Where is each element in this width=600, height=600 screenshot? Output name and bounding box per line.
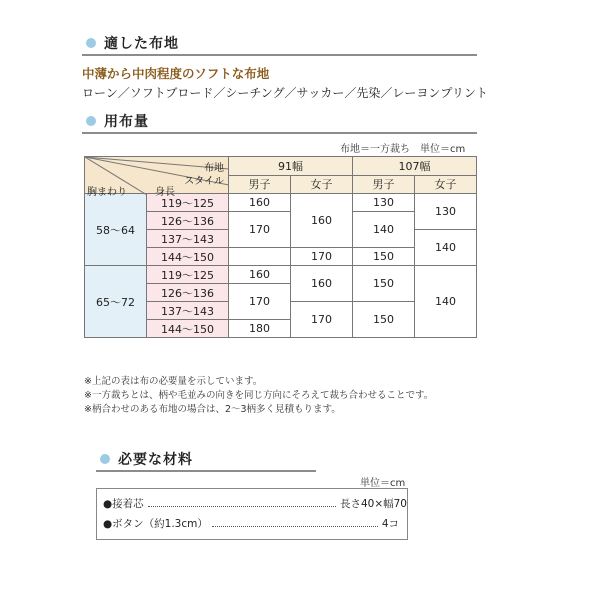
- cell-value: 150: [353, 266, 415, 302]
- section-header: [82, 110, 477, 134]
- fabric-amount-table: [84, 156, 477, 338]
- cell-value: 140: [415, 266, 477, 338]
- cell-value: 170: [291, 302, 353, 338]
- cell-value: 170: [229, 284, 291, 320]
- note-line: ※一方裁ちとは、柄や毛並みの向きを同じ方向にそろえて裁ち合わせることです。: [84, 390, 434, 401]
- cell-value: 130: [415, 194, 477, 230]
- cell-value: 160: [291, 194, 353, 248]
- table-unit-note: 布地＝一方裁ち 単位＝cm: [340, 144, 466, 155]
- fabric-heading: 中薄から中肉程度のソフトな布地: [82, 66, 270, 81]
- header-female-91: 女子: [291, 175, 353, 194]
- height-7: 137～143: [147, 302, 229, 320]
- note-line: ※柄合わせのある布地の場合は、2～3柄多く見積もります。: [84, 404, 341, 415]
- corner-label-height: 身長: [155, 187, 175, 198]
- cell-value: 160: [229, 194, 291, 212]
- cell-value: 180: [229, 320, 291, 338]
- chest-group-2: 65～72: [85, 266, 147, 338]
- cell-value: 140: [353, 212, 415, 248]
- header-width-91: 91幅: [229, 157, 353, 176]
- dotted-leader: [212, 520, 378, 527]
- cell-value: 150: [353, 248, 415, 266]
- fabric-list: ローン／ソフトブロード／シーチング／サッカー／先染／レーヨンプリント: [82, 86, 488, 100]
- section-title: 適した布地: [104, 36, 179, 52]
- height-8: 144～150: [147, 320, 229, 338]
- section-materials: [96, 448, 316, 472]
- corner-label-chest: 胸まわり: [87, 187, 127, 198]
- corner-label-fabric: 布地: [204, 163, 224, 174]
- table-notes: [84, 375, 433, 417]
- materials-box: [96, 488, 408, 540]
- section-fabric-amount: [82, 110, 477, 134]
- cell-value: 170: [229, 212, 291, 248]
- cell-value: 160: [229, 266, 291, 284]
- section-title: 必要な材料: [118, 452, 193, 468]
- height-4: 144～150: [147, 248, 229, 266]
- cell-value: 160: [291, 266, 353, 302]
- table-corner-header: [85, 157, 229, 198]
- section-suitable-fabric: [82, 32, 477, 56]
- materials-unit-note: 単位＝cm: [360, 478, 406, 489]
- header-male-107: 男子: [353, 175, 415, 194]
- bullet-dot-icon: [86, 38, 96, 48]
- cell-value: 130: [353, 194, 415, 212]
- height-6: 126～136: [147, 284, 229, 302]
- material-name: ●接着芯: [103, 497, 144, 510]
- height-5: 119～125: [147, 266, 229, 284]
- header-male-91: 男子: [229, 175, 291, 194]
- cell-value: 150: [353, 302, 415, 338]
- cell-value: 170: [291, 248, 353, 266]
- material-row: [97, 513, 407, 533]
- material-value: 4コ: [381, 517, 399, 530]
- material-row: [97, 493, 407, 513]
- height-3: 137～143: [147, 230, 229, 248]
- note-line: ※上記の表は布の必要量を示しています。: [84, 376, 263, 387]
- dotted-leader: [148, 500, 336, 507]
- height-1: 119～125: [147, 194, 229, 212]
- chest-group-1: 58～64: [85, 194, 147, 266]
- bullet-dot-icon: [100, 454, 110, 464]
- cell-value: 140: [415, 230, 477, 266]
- material-name: ●ボタン（約1.3cm）: [103, 517, 208, 530]
- section-title: 用布量: [104, 114, 149, 130]
- header-female-107: 女子: [415, 175, 477, 194]
- corner-label-style: スタイル: [184, 176, 224, 187]
- section-header: [96, 448, 316, 472]
- height-2: 126～136: [147, 212, 229, 230]
- bullet-dot-icon: [86, 116, 96, 126]
- header-width-107: 107幅: [353, 157, 477, 176]
- material-value: 長さ40×幅70: [339, 497, 407, 510]
- section-header: [82, 32, 477, 56]
